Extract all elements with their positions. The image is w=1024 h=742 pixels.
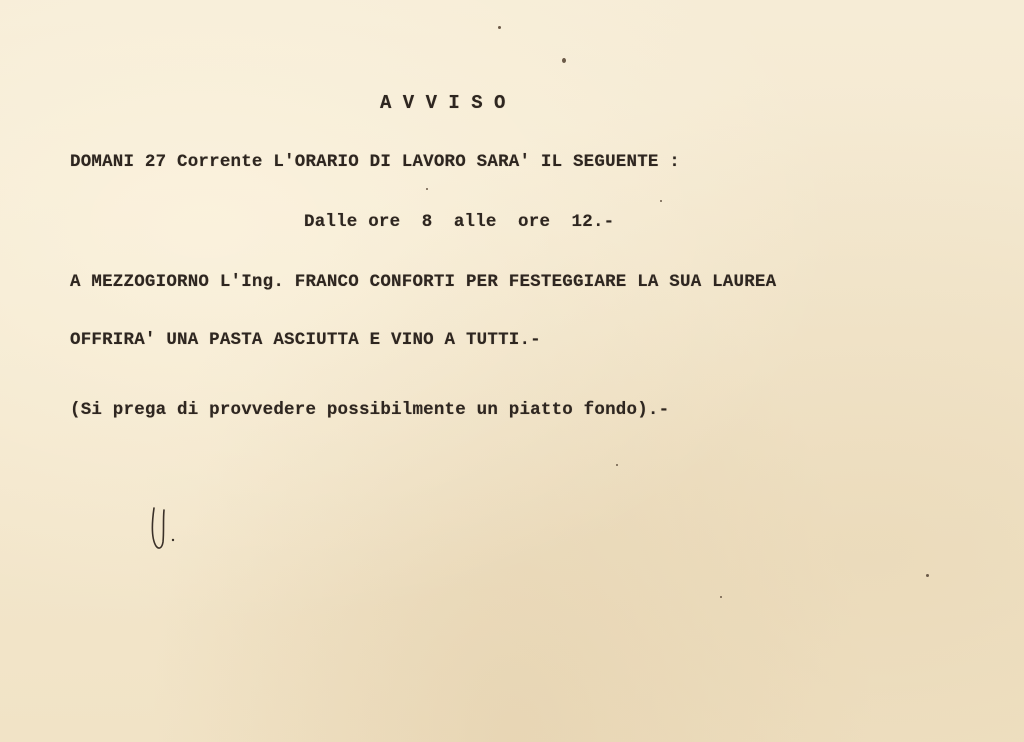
paper-speck xyxy=(660,200,662,202)
notice-title: A V V I S O xyxy=(380,92,506,114)
paper-speck xyxy=(562,58,566,63)
notice-line-request: (Si prega di provvedere possibilmente un piatto fondo).- xyxy=(70,400,670,420)
paper-speck xyxy=(926,574,929,577)
paper-speck xyxy=(720,596,722,598)
paper-speck xyxy=(498,26,501,29)
notice-line-schedule-intro: DOMANI 27 Corrente L'ORARIO DI LAVORO SARA' IL SEGUENTE : xyxy=(70,152,680,172)
notice-line-celebration: A MEZZOGIORNO L'Ing. FRANCO CONFORTI PER FESTEGGIARE LA SUA LAUREA xyxy=(70,272,777,292)
paper-speck xyxy=(426,188,428,190)
paper-speck xyxy=(616,464,618,466)
notice-line-hours: Dalle ore 8 alle ore 12.- xyxy=(304,212,615,232)
notice-line-offer: OFFRIRA' UNA PASTA ASCIUTTA E VINO A TUTTI.- xyxy=(70,330,541,350)
handwritten-initial xyxy=(146,502,182,558)
